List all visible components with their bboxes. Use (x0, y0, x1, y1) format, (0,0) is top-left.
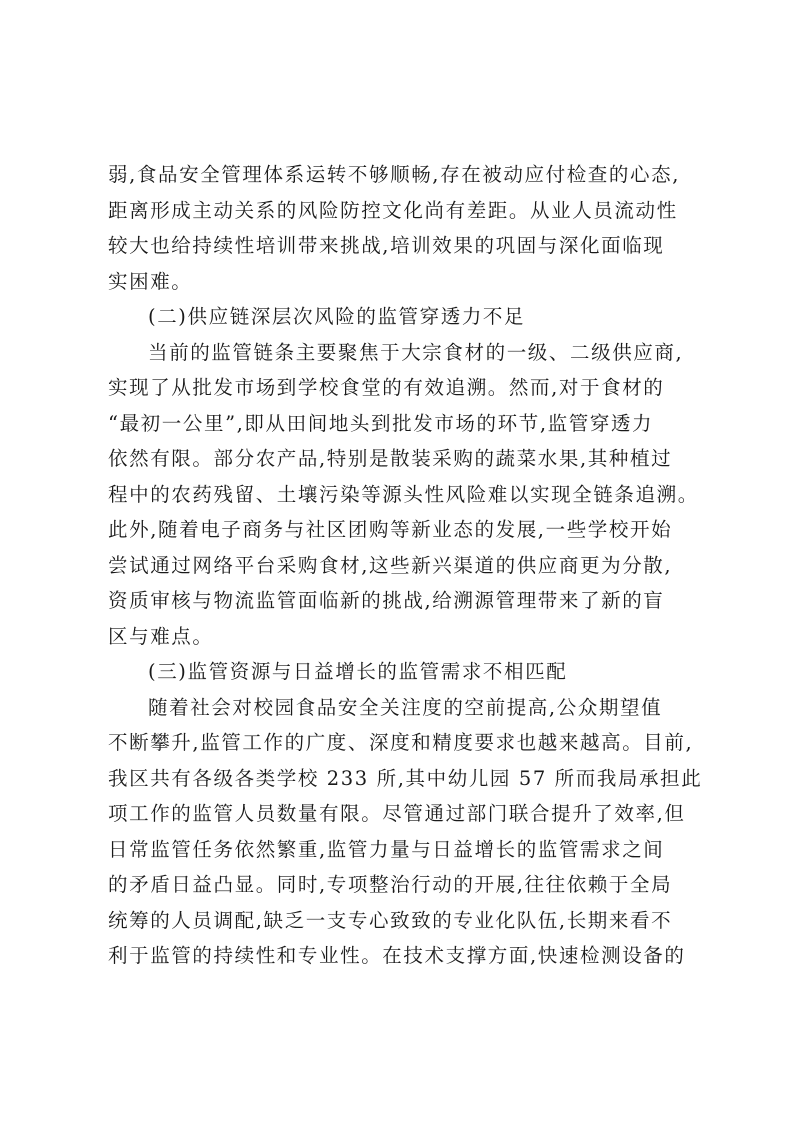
text-line: 实困难。 (108, 269, 193, 293)
text-line: 日常监管任务依然繁重,监管力量与日益增长的监管需求之间 (108, 837, 665, 861)
text-line: 区与难点。 (108, 624, 214, 648)
text-line: 距离形成主动关系的风险防控文化尚有差距。从业人员流动性 (108, 198, 678, 222)
text-line: 实现了从批发市场到学校食堂的有效追溯。然而,对于食材的 (108, 376, 665, 399)
text-line: 依然有限。部分农产品,特别是散装采购的蔬菜水果,其种植过 (108, 447, 673, 470)
text-line: “最初一公里”,即从田间地头到批发市场的环节,监管穿透力 (108, 411, 654, 435)
section-heading: (二)供应链深层次风险的监管穿透力不足 (148, 305, 526, 328)
text-line: 弱,食品安全管理体系运转不够顺畅,存在被动应付检查的心态, (108, 163, 680, 186)
text-line: 的矛盾日益凸显。同时,专项整治行动的开展,往往依赖于全局 (108, 873, 673, 896)
text-line: 较大也给持续性培训带来挑战,培训效果的巩固与深化面临现 (108, 234, 665, 257)
text-line: 尝试通过网络平台采购食材,这些新兴渠道的供应商更为分散, (108, 553, 673, 577)
text-line: 随着社会对校园食品安全关注度的空前提高,公众期望值 (148, 695, 663, 719)
text-line: 项工作的监管人员数量有限。尽管通过部门联合提升了效率,但 (108, 802, 686, 825)
text-line: 程中的农药残留、土壤污染等源头性风险难以实现全链条追溯。 (108, 482, 699, 506)
text-line: 此外,随着电子商务与社区团购等新业态的发展,一些学校开始 (108, 518, 673, 541)
text-line: 资质审核与物流监管面临新的挑战,给溯源管理带来了新的盲 (108, 589, 665, 612)
text-line: 我区共有各级各类学校 233 所,其中幼儿园 57 所而我局承担此 (108, 766, 703, 790)
text-line: 统筹的人员调配,缺乏一支专心致致的专业化队伍,长期来看不 (108, 908, 673, 932)
text-line: 当前的监管链条主要聚焦于大宗食材的一级、二级供应商, (148, 340, 684, 364)
text-line: 不断攀升,监管工作的广度、深度和精度要求也越来越高。目前, (108, 731, 694, 754)
text-line: 利于监管的持续性和专业性。在技术支撑方面,快速检测设备的 (108, 944, 686, 967)
section-heading: (三)监管资源与日益增长的监管需求不相匹配 (148, 660, 568, 683)
document-body (108, 157, 703, 974)
